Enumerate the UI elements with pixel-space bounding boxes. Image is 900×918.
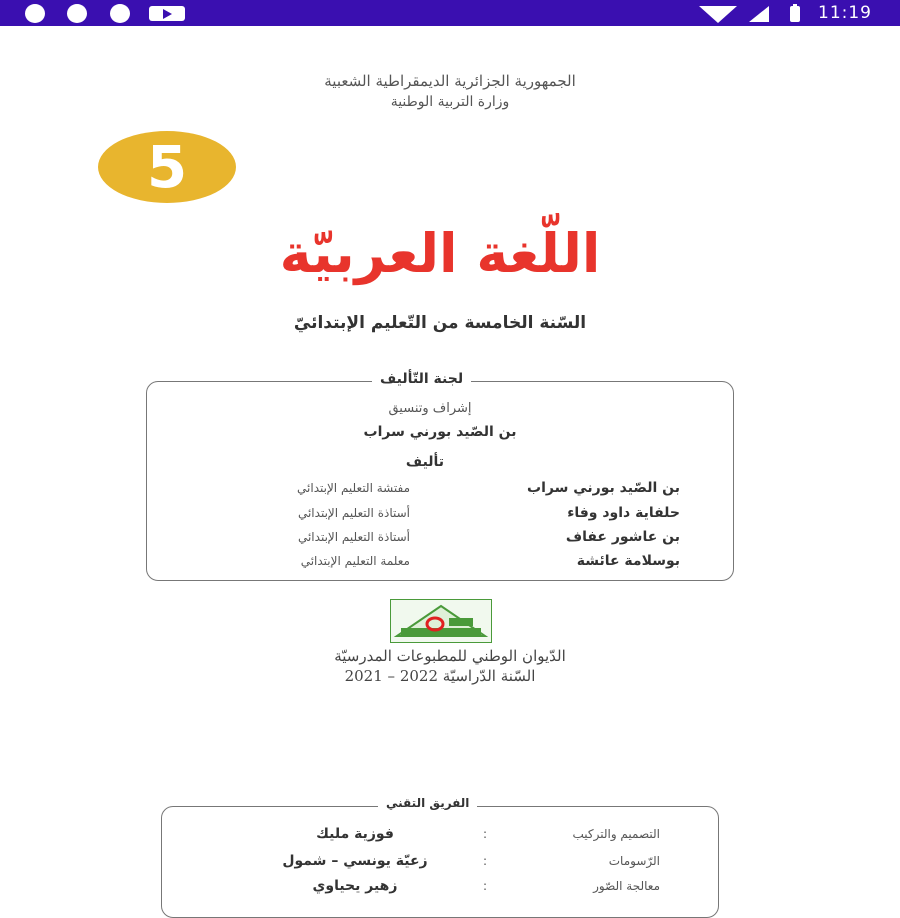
author-name: حلفاية داود وفاء bbox=[567, 505, 680, 521]
publisher-name: الدّيوان الوطني للمطبوعات المدرسيّة bbox=[334, 647, 566, 665]
author-name: بوسلامة عائشة bbox=[576, 553, 680, 569]
author-row bbox=[210, 551, 680, 571]
author-role: مفتشة التعليم الإبتدائي bbox=[297, 481, 410, 495]
authoring-committee-heading: لجنة التّأليف bbox=[372, 371, 471, 387]
author-row bbox=[210, 478, 680, 498]
author-role: معلمة التعليم الإبتدائي bbox=[300, 554, 410, 568]
team-role: الرّسومات bbox=[608, 854, 660, 868]
book-title: اللّغة العربيّة bbox=[279, 222, 601, 285]
battery-icon bbox=[790, 6, 800, 22]
book-subtitle: السّنة الخامسة من التّعليم الإبتدائيّ bbox=[293, 313, 587, 333]
publisher-logo-graphic bbox=[391, 600, 491, 642]
team-row bbox=[210, 876, 660, 896]
ministry-header: وزارة التربية الوطنية bbox=[390, 94, 510, 110]
publisher-logo bbox=[390, 599, 492, 643]
supervisor-name: بن الصّيد بورني سراب bbox=[363, 424, 517, 440]
notification-dot-icon bbox=[25, 4, 45, 23]
author-name: بن عاشور عفاف bbox=[565, 529, 680, 545]
author-row bbox=[210, 503, 680, 523]
youtube-icon bbox=[149, 6, 185, 21]
team-role: التصميم والتركيب bbox=[572, 827, 660, 841]
status-time: 11:19 bbox=[818, 3, 872, 23]
grade-number: 5 bbox=[146, 133, 188, 201]
team-row bbox=[210, 824, 660, 844]
team-colon: : bbox=[482, 879, 488, 893]
republic-header: الجمهورية الجزائرية الديمقراطية الشعبية bbox=[324, 72, 576, 90]
authoring-label: تأليف bbox=[405, 454, 445, 470]
author-name: بن الصّيد بورني سراب bbox=[527, 480, 680, 496]
notification-dot-icon bbox=[67, 4, 87, 23]
school-year: السّنة الدّراسيّة 2022 – 2021 bbox=[344, 667, 536, 685]
wifi-icon bbox=[699, 6, 737, 23]
author-row bbox=[210, 527, 680, 547]
team-colon: : bbox=[482, 854, 488, 868]
team-name: فوزية مليك bbox=[316, 826, 394, 842]
team-colon: : bbox=[482, 827, 488, 841]
team-row bbox=[210, 851, 660, 871]
author-role: أستاذة التعليم الإبتدائي bbox=[297, 506, 410, 520]
supervision-label: إشراف وتنسيق bbox=[388, 401, 472, 416]
technical-team-heading: الفريق التقني bbox=[378, 796, 477, 810]
status-bar bbox=[0, 0, 900, 26]
team-role: معالجة الصّور bbox=[593, 879, 660, 893]
team-name: زهير يحياوي bbox=[312, 878, 398, 894]
author-role: أستاذة التعليم الإبتدائي bbox=[297, 530, 410, 544]
team-name: زعيّة يونسي – شمول bbox=[282, 853, 428, 869]
grade-badge bbox=[98, 131, 236, 203]
signal-icon bbox=[749, 6, 769, 22]
notification-dot-icon bbox=[110, 4, 130, 23]
